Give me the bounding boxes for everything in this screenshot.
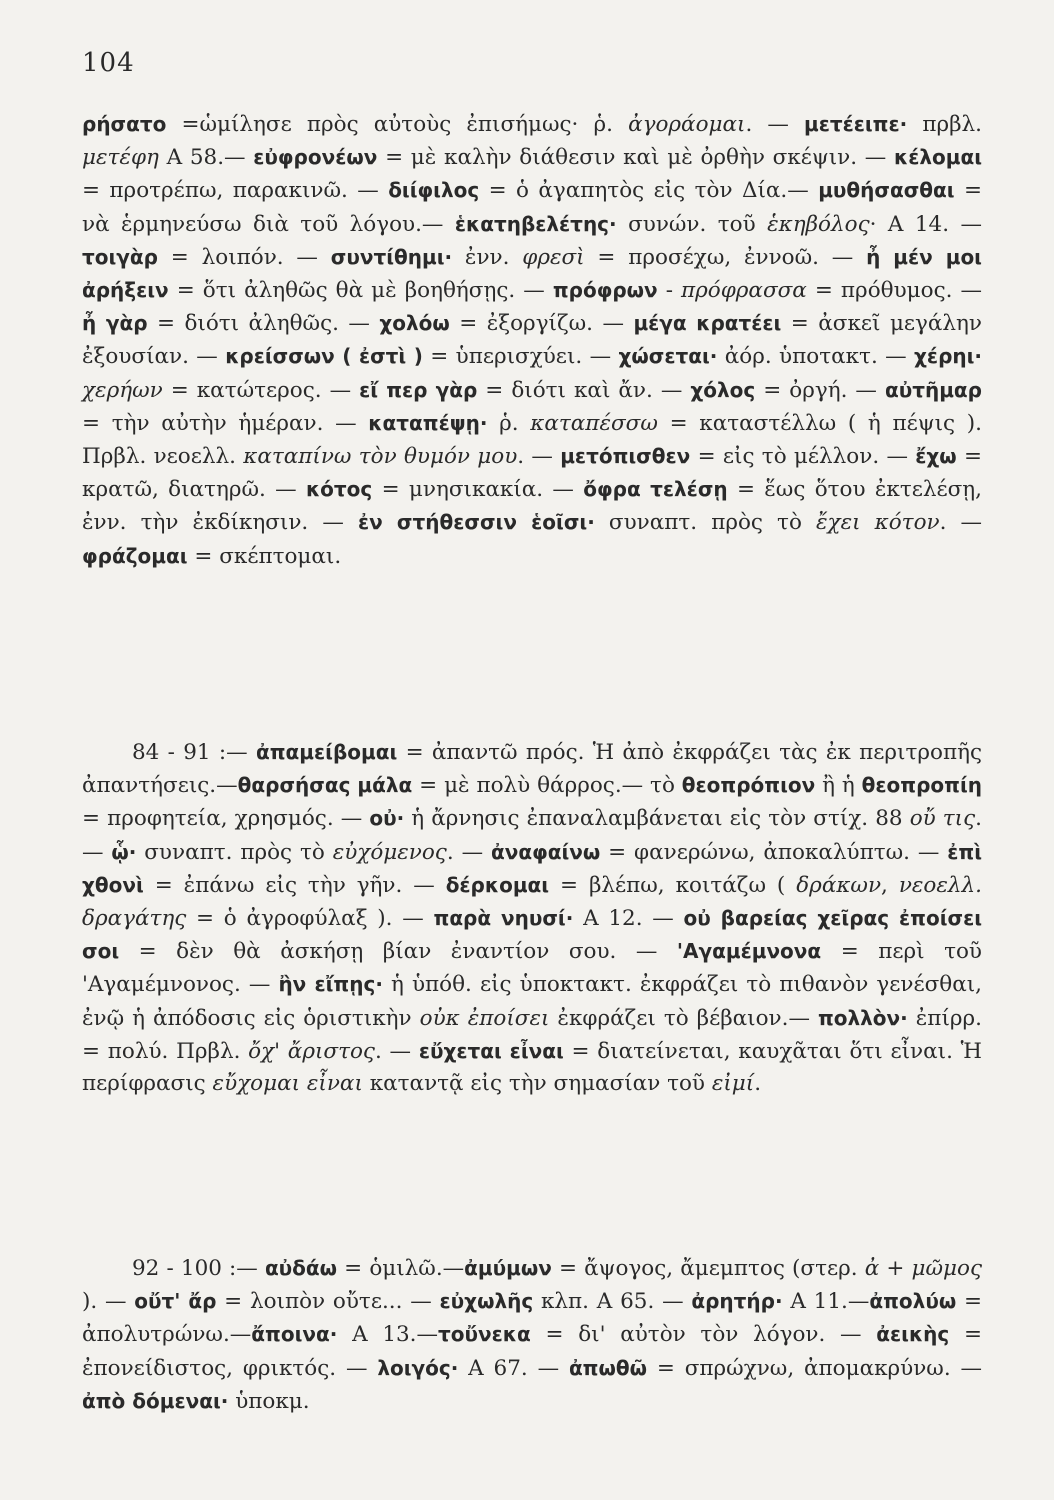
gloss-text: = διότι καὶ ἄν. — xyxy=(477,377,691,403)
gloss-text: = μὲ καλὴν διάθεσιν καὶ μὲ ὀρθὴν σκέψιν. — xyxy=(377,145,894,171)
gloss-text: = ἐπονείδιστος, φρικτός. — xyxy=(82,1322,982,1381)
gloss-text: ὑποκμ. xyxy=(228,1388,310,1414)
lemma-headword: τοὔνεκα xyxy=(438,1322,531,1347)
gloss-text: = ὑπερισχύει. — xyxy=(422,344,619,370)
page-number: 104 xyxy=(82,48,135,78)
lemma-headword: ἀπωθῶ xyxy=(568,1355,648,1380)
lemma-headword: λοιγός· xyxy=(377,1355,459,1380)
italic-gloss: ἀγοράομαι xyxy=(628,112,746,137)
lemma-headword: κρείσσων ( ἐστὶ ) xyxy=(225,344,423,369)
gloss-text: καταντᾷ εἰς τὴν σημασίαν τοῦ xyxy=(362,1071,712,1097)
gloss-text: Α 11.— xyxy=(782,1289,870,1315)
italic-gloss: χερήων xyxy=(82,377,163,403)
italic-gloss: πρόφρασσα xyxy=(681,278,807,304)
lemma-headword: ἐν στήθεσσιν ἑοῖσι· xyxy=(357,510,595,535)
lemma-headword: οὐ βαρείας χεῖρας ἐποίσει σοι xyxy=(82,906,982,964)
lemma-headword: εὐχωλῆς xyxy=(439,1289,534,1314)
gloss-text: = ἀπολυτρώνω.— xyxy=(82,1289,983,1348)
lemma-headword: χώσεται· xyxy=(618,344,718,369)
gloss-text: = λοιπὸν οὔτε... — xyxy=(216,1289,440,1315)
lemma-headword: θεοπροπίη xyxy=(861,773,982,798)
lemma-headword: ἐπὶ χθονὶ xyxy=(82,839,982,897)
gloss-text: . — xyxy=(517,444,561,470)
gloss-text: = εἰς τὸ μέλλον. — xyxy=(690,444,916,470)
lemma-headword: εὔχεται εἶναι xyxy=(418,1038,564,1063)
italic-gloss: εἰμί xyxy=(711,1071,755,1097)
gloss-text: = δι' αὐτὸν τὸν λόγον. — xyxy=(530,1322,877,1348)
lemma-headword: αὐδάω xyxy=(264,1256,338,1280)
gloss-text: ῥ. xyxy=(487,410,531,436)
gloss-text: ἀόρ. ὑποτακτ. — xyxy=(717,344,915,370)
gloss-text: ἐκφράζει τὸ βέβαιον.— xyxy=(549,1005,818,1031)
gloss-text: ἐπίρρ. = πολύ. Πρβλ. xyxy=(82,1005,982,1064)
lemma-headword: ἢν εἴπῃς· xyxy=(278,972,383,997)
italic-gloss: φρεσὶ xyxy=(522,244,585,270)
lemma-headword: μέγα κρατέει xyxy=(633,311,782,336)
lemma-headword: ἦ μέν μοι ἀρήξειν xyxy=(82,244,982,303)
gloss-text: ἢ ἡ xyxy=(815,773,862,799)
gloss-text: . — xyxy=(82,806,982,865)
lemma-headword: ἀπολύω xyxy=(869,1289,957,1314)
lemma-headword: εὐφρονέων xyxy=(253,145,378,170)
italic-gloss: ὄχ' ἄριστος xyxy=(248,1038,375,1064)
lemma-headword: τοιγὰρ xyxy=(82,244,158,269)
lemma-headword: ὄφρα τελέσῃ xyxy=(583,477,728,502)
gloss-text: ἡ ἄρνησις ἐπαναλαμβάνεται εἰς τὸν στίχ. 88 xyxy=(404,806,910,832)
gloss-text: = δὲν θὰ ἀσκήσῃ βίαν ἐναντίον σου. — xyxy=(119,939,677,965)
lemma-headword: παρὰ νηυσί· xyxy=(433,906,574,931)
italic-gloss: οὐκ ἐποίσει xyxy=(419,1005,550,1031)
gloss-text: = προτρέπω, παρακινῶ. — xyxy=(82,178,389,204)
lemma-headword: ρήσατο xyxy=(82,112,167,136)
gloss-text: = ἐπάνω εἰς τὴν γῆν. — xyxy=(143,872,446,898)
lemma-headword: θεοπρόπιον xyxy=(681,773,816,798)
lemma-headword: αὐτῆμαρ xyxy=(884,377,982,402)
gloss-text: Α 58.— xyxy=(158,145,254,171)
gloss-text: 84 - 91 :— xyxy=(132,740,256,765)
italic-gloss: εὐχόμενος xyxy=(332,839,447,865)
gloss-text: = διότι ἀληθῶς. — xyxy=(147,311,380,337)
gloss-text: = σκέπτομαι. xyxy=(187,543,342,569)
gloss-text: = κατώτερος. — xyxy=(162,377,360,403)
gloss-text: = ὁμιλῶ.— xyxy=(337,1256,465,1281)
italic-gloss: ἔχει κότον xyxy=(816,510,940,536)
gloss-text: = μνησικακία. — xyxy=(372,477,584,503)
italic-gloss: δράκων xyxy=(796,872,882,898)
gloss-text: = ὁ ἀγροφύλαξ ). — xyxy=(186,906,434,932)
lemma-headword: κέλομαι xyxy=(894,145,982,170)
gloss-text: = καταστέλλω ( ἡ πέψις ). Πρβλ. νεοελλ. xyxy=(82,410,982,470)
gloss-text: . — xyxy=(745,112,804,137)
lemma-headword: ἀμύμων xyxy=(464,1256,552,1280)
gloss-text: = διατείνεται, καυχᾶται ὅτι εἶναι. Ἡ περίφρασις xyxy=(82,1038,982,1097)
gloss-text: πρβλ. xyxy=(907,112,982,137)
lemma-headword: ἔχω xyxy=(915,444,957,469)
lemma-headword: ἑκατηβελέτης· xyxy=(454,211,617,236)
gloss-text: Α 12. — xyxy=(573,906,684,932)
lemma-headword: θαρσήσας μάλα xyxy=(237,773,413,798)
gloss-text: ἐνν. xyxy=(452,244,523,270)
gloss-text: κλπ. Α 65. — xyxy=(533,1289,692,1315)
lemma-headword: χέρηι· xyxy=(914,344,983,369)
gloss-text: = βλέπω, κοιτάζω ( xyxy=(549,872,797,898)
lemma-headword: μετόπισθεν xyxy=(560,444,691,469)
italic-gloss: νεοελλ. δραγάτης xyxy=(82,872,982,932)
lemma-headword: δέρκομαι xyxy=(445,872,550,897)
gloss-text: =ὡμίλησε πρὸς αὐτοὺς ἐπισήμως· ῥ. xyxy=(166,112,629,137)
gloss-text: · Α 14. — xyxy=(869,211,982,237)
italic-gloss: εὔχομαι εἶναι xyxy=(212,1071,363,1097)
lemma-headword: ἀπαμείβομαι xyxy=(256,740,398,764)
lemma-headword: χολόω xyxy=(379,311,450,336)
gloss-text: = ὀργή. — xyxy=(755,377,885,403)
gloss-text: = προσέχω, ἐννοῶ. — xyxy=(584,244,867,270)
lemma-headword: οὔτ' ἄρ xyxy=(134,1289,217,1314)
italic-gloss: καταπίνω τὸν θυμόν μου xyxy=(243,444,518,470)
gloss-text: = περὶ τοῦ 'Αγαμέμνονος. — xyxy=(82,939,982,998)
gloss-text: = προφητεία, χρησμός. — xyxy=(82,806,370,832)
gloss-text: = κρατῶ, διατηρῶ. — xyxy=(82,444,983,503)
lemma-headword: ἄποινα· xyxy=(251,1322,338,1347)
italic-gloss: ἀ + μῶμος xyxy=(864,1256,982,1281)
lemma-headword: μετέειπε· xyxy=(803,112,908,136)
commentary-paragraph-3 xyxy=(82,1252,982,1418)
lemma-headword: ἀπὸ δόμεναι· xyxy=(82,1388,229,1413)
gloss-text: συναπτ. πρὸς τὸ xyxy=(594,510,816,536)
italic-gloss: καταπέσσω xyxy=(530,410,658,436)
gloss-text: - xyxy=(657,278,682,304)
gloss-text: = ἐξοργίζω. — xyxy=(449,311,634,337)
lemma-headword: φράζομαι xyxy=(82,543,188,568)
lemma-headword: εἴ περ γὰρ xyxy=(359,377,478,402)
lemma-headword: συντίθημι· xyxy=(330,244,453,269)
gloss-text: = τὴν αὐτὴν ἡμέραν. — xyxy=(82,410,369,436)
lemma-headword: πολλὸν· xyxy=(817,1005,908,1030)
gloss-text: = ὁ ἀγαπητὸς εἰς τὸν Δία.— xyxy=(479,178,819,204)
gloss-text: Α 13.— xyxy=(337,1322,439,1348)
gloss-text: Α 67. — xyxy=(458,1355,569,1381)
gloss-text: . — xyxy=(374,1038,419,1064)
gloss-text: συνών. τοῦ xyxy=(616,211,768,237)
lemma-headword: ἦ γὰρ xyxy=(82,311,148,336)
lemma-headword: πρόφρων xyxy=(552,278,658,303)
gloss-text: , xyxy=(881,872,899,898)
gloss-text: = σπρώχνω, ἀπομακρύνω. — xyxy=(647,1355,983,1381)
gloss-text: ἡ ὑπόθ. εἰς ὑποκτακτ. ἐκφράζει τὸ πιθανὸν γενέσθαι, ἐνῷ ἡ ἀπόδοσις εἰς ὁριστικὴν xyxy=(82,972,983,1031)
lemma-headword: οὐ· xyxy=(369,806,405,831)
lemma-headword: ἀεικὴς xyxy=(876,1322,950,1347)
commentary-paragraph-1 xyxy=(82,108,982,573)
gloss-text: 92 - 100 :— xyxy=(132,1256,265,1281)
italic-gloss: μετέφη xyxy=(82,145,159,171)
lemma-headword: διίφιλος xyxy=(388,178,480,203)
gloss-text: = φανερώνω, ἀποκαλύπτω. — xyxy=(600,839,948,865)
gloss-text: . — xyxy=(446,839,491,865)
gloss-text: . xyxy=(754,1071,762,1097)
lemma-headword: ἀρητήρ· xyxy=(691,1289,783,1314)
gloss-text: = ὅτι ἀληθῶς θὰ μὲ βοηθήσῃς. — xyxy=(168,278,553,304)
lemma-headword: 'Αγαμέμνονα xyxy=(676,939,822,964)
gloss-text: συναπτ. πρὸς τὸ xyxy=(136,839,333,865)
gloss-text: = νὰ ἑρμηνεύσω διὰ τοῦ λόγου.— xyxy=(82,178,982,237)
commentary-paragraph-2 xyxy=(82,736,982,1100)
gloss-text: = μὲ πολὺ θάρρος.— τὸ xyxy=(412,773,682,799)
gloss-text: = ἕως ὅτου ἐκτελέσῃ, ἐνν. τὴν ἐκδίκησιν. — xyxy=(82,477,983,536)
gloss-text: = ἀσκεῖ μεγάλην ἐξουσίαν. — xyxy=(82,311,983,370)
italic-gloss: ἑκηβόλος xyxy=(767,211,870,237)
gloss-text: = ἀπαντῶ πρός. Ἡ ἀπὸ ἐκφράζει τὰς ἐκ περιτροπῆς ἀπαντήσεις.— xyxy=(82,740,982,799)
gloss-text: = λοιπόν. — xyxy=(157,244,331,270)
lemma-headword: ἀναφαίνω xyxy=(490,839,601,864)
lemma-headword: χόλος xyxy=(690,377,756,402)
lemma-headword: ᾧ· xyxy=(111,839,137,864)
lemma-headword: καταπέψῃ· xyxy=(368,410,488,435)
gloss-text: . — xyxy=(939,510,983,536)
gloss-text: = πρόθυμος. — xyxy=(806,278,982,304)
italic-gloss: οὔ τις xyxy=(909,806,976,832)
gloss-text: ). — xyxy=(82,1289,135,1315)
gloss-text: = ἄψογος, ἄμεμπτος (στερ. xyxy=(551,1256,865,1281)
lemma-headword: μυθήσασθαι xyxy=(818,178,955,203)
lemma-headword: κότος xyxy=(305,477,373,502)
